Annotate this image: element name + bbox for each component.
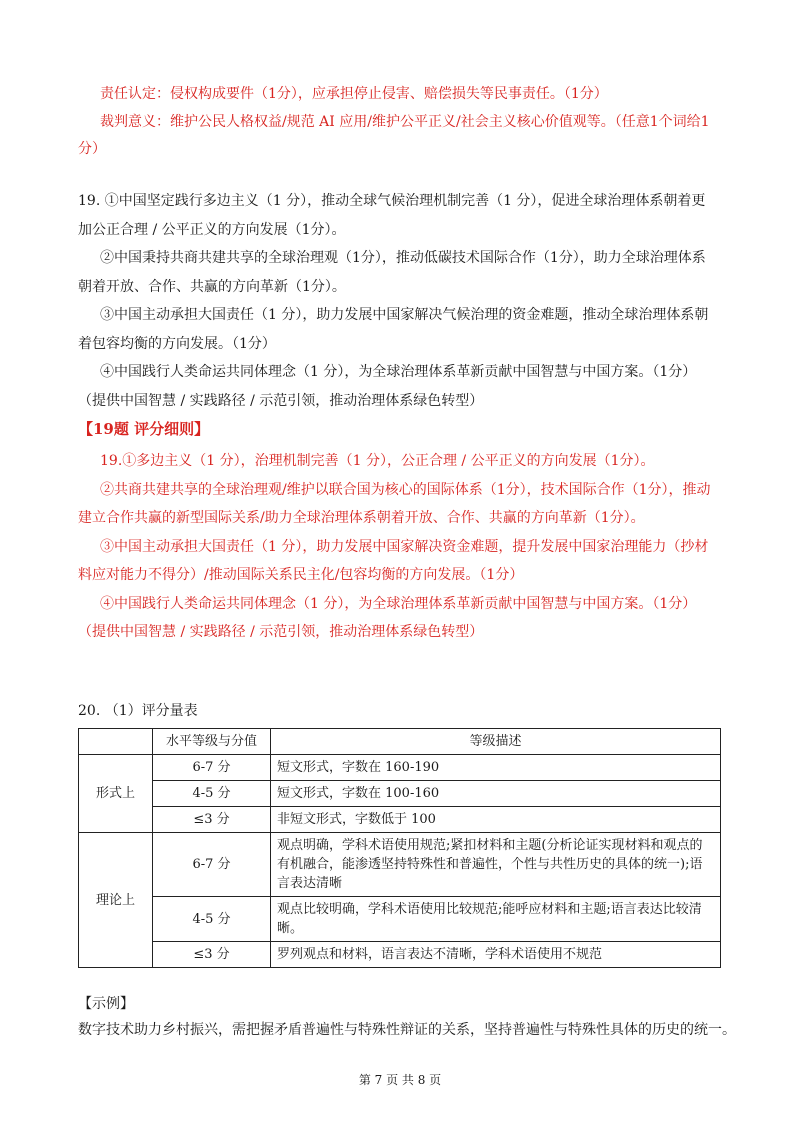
table-row	[79, 755, 721, 781]
table-header-cell: 等级描述	[271, 729, 721, 755]
level-cell: 6-7 分	[153, 833, 271, 897]
desc-cell: 观点比较明确，学科术语使用比较规范;能呼应材料和主题;语言表达比较清晰。	[271, 897, 721, 942]
answer-line: 加公正合理 / 公平正义的方向发展（1分）。	[78, 221, 346, 238]
note-line: 裁判意义：维护公民人格权益/规范 AI 应用/维护公平正义/社会主义核心价值观等。（任意1个词给1	[100, 114, 710, 130]
rubric-line: 19.①多边主义（1 分），治理机制完善（1 分），公正合理 / 公平正义的方向发展（1分）。	[100, 453, 655, 469]
example-text: 数字技术助力乡村振兴，需把握矛盾普遍性与特殊性辩证的关系，坚持普遍性与特殊性具体的历史的统一。	[78, 1022, 736, 1038]
level-cell: ≤3 分	[153, 807, 271, 833]
note-line: 责任认定：侵权构成要件（1分），应承担停止侵害、赔偿损失等民事责任。（1分）	[100, 86, 608, 102]
answer-line: 着包容均衡的方向发展。（1分）	[78, 335, 276, 352]
example-heading: 【示例】	[78, 996, 134, 1012]
rubric-line: （提供中国智慧 / 实践路径 / 示范引领，推动治理体系绿色转型）	[78, 624, 484, 640]
group-label-form: 形式上	[79, 755, 153, 833]
answer-line: 19. ①中国坚定践行多边主义（1 分），推动全球气候治理机制完善（1 分），促进全球治理体系朝着更	[78, 193, 706, 209]
group-label-theory: 理论上	[79, 833, 153, 968]
q20-heading: 20. （1）评分量表	[78, 703, 198, 719]
answer-line: ②中国秉持共商共建共享的全球治理观（1分），推动低碳技术国际合作（1分），助力全球治理体系	[100, 250, 706, 266]
scoring-table	[78, 728, 721, 968]
rubric-line: 料应对能力不得分）/推动国际关系民主化/包容均衡的方向发展。（1分）	[78, 567, 524, 583]
desc-cell: 罗列观点和材料，语言表达不清晰，学科术语使用不规范	[271, 942, 721, 968]
rubric-line: ②共商共建共享的全球治理观/维护以联合国为核心的国际体系（1分），技术国际合作（1分），推动	[100, 481, 711, 498]
answer-line: ④中国践行人类命运共同体理念（1 分），为全球治理体系革新贡献中国智慧与中国方案。（1分）	[100, 364, 697, 380]
level-cell: 4-5 分	[153, 781, 271, 807]
table-row	[79, 942, 721, 968]
rubric-line: 建立合作共赢的新型国际关系/助力全球治理体系朝着开放、合作、共赢的方向革新（1分）。	[78, 510, 645, 526]
level-cell: 6-7 分	[153, 755, 271, 781]
table-row	[79, 781, 721, 807]
note-line: 分）	[78, 141, 106, 157]
desc-cell: 观点明确，学科术语使用规范;紧扣材料和主题(分析论证实现材料和观点的有机融合，能渗透坚持特殊性和普遍性，个性与共性历史的具体的统一);语言表达清晰	[271, 833, 721, 897]
desc-cell: 短文形式，字数在 160-190	[271, 755, 721, 781]
rubric-line: ③中国主动承担大国责任（1 分），助力发展中国家解决资金难题，提升发展中国家治理能力（抄材	[100, 538, 709, 555]
table-header-cell: 水平等级与分值	[153, 729, 271, 755]
rubric-line: ④中国践行人类命运共同体理念（1 分），为全球治理体系革新贡献中国智慧与中国方案。（1分）	[100, 595, 697, 612]
table-row	[79, 897, 721, 942]
table-row	[79, 833, 721, 897]
desc-cell: 短文形式，字数在 100-160	[271, 781, 721, 807]
level-cell: 4-5 分	[153, 897, 271, 942]
table-row	[79, 807, 721, 833]
table-header-cell	[79, 729, 153, 755]
answer-line: （提供中国智慧 / 实践路径 / 示范引领，推动治理体系绿色转型）	[78, 392, 484, 409]
answer-line: ③中国主动承担大国责任（1 分），助力发展中国家解决气候治理的资金难题，推动全球治理体系朝	[100, 307, 709, 323]
desc-cell: 非短文形式，字数低于 100	[271, 807, 721, 833]
table-header-row	[79, 729, 721, 755]
level-cell: ≤3 分	[153, 942, 271, 968]
answer-line: 朝着开放、合作、共赢的方向革新（1分）。	[78, 278, 346, 295]
q19-rubric-heading: 【19题 评分细则】	[78, 420, 210, 438]
page-footer: 第 7 页 共 8 页	[358, 1073, 442, 1087]
